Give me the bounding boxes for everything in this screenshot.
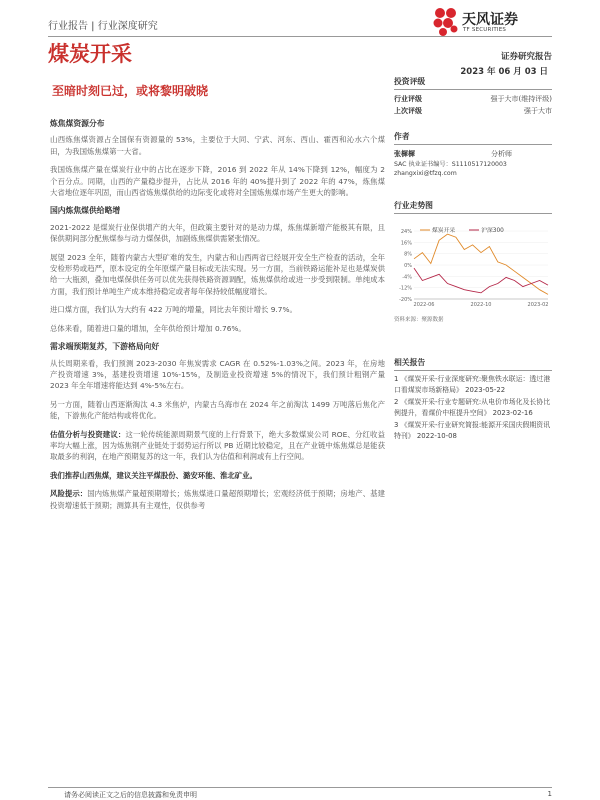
- legend-swatch: [420, 228, 430, 232]
- report-header: [48, 12, 552, 35]
- disclaimer-text: 请务必阅读正文之后的信息披露和免责申明: [64, 791, 197, 799]
- valuation-lead: 估值分析与投资建议：: [50, 429, 126, 439]
- y-tick-label: 8%: [404, 251, 412, 258]
- x-tick-label: 2022-10: [470, 302, 492, 308]
- chart-source: 资料来源：聚源数据: [394, 317, 444, 323]
- recommendation: 我们推荐山西焦煤，建议关注平煤股份、潞安环能、淮北矿业。: [50, 470, 257, 480]
- report-date: 2023 年 06 月 03 日: [460, 67, 548, 77]
- paragraph: 2021-2022 是煤炭行业保供增产的大年，但政策主要针对的是动力煤，炼焦煤新增产能极其有限，且保供期间部分配焦煤参与动力煤保供，加剧炼焦煤供需紧张情况。: [50, 222, 385, 244]
- rating-value: 强于大市(维持评级): [490, 95, 552, 103]
- paragraph: 另一方面，随着山西逐渐淘汰 4.3 米焦炉，内蒙古乌海市在 2024 年之前淘汰 1499 万吨落后焦化产能，下游焦化产能结构或将优化。: [50, 399, 385, 421]
- paragraph: 山西炼焦煤资源占全国保有资源量的 53%，主要位于大同、宁武、河东、西山、霍西和沁水六个煤田，为我国炼焦煤第一大省。: [50, 135, 385, 156]
- risk-text: 国内炼焦煤产量超预期增长；炼焦煤进口量超预期增长；宏观经济低于预期；房地产、基建投资增速低于预期；测算具有主观性，仅供参考: [50, 489, 385, 510]
- rating-label: 行业评级: [394, 95, 422, 103]
- main-content: [50, 112, 385, 518]
- y-tick-label: -12%: [399, 285, 412, 292]
- paragraph: 总体来看，随着进口量的增加，全年供给预计增加 0.76%。: [50, 323, 246, 333]
- section-title: 炼焦煤资源分布: [50, 119, 105, 128]
- y-tick-label: 0%: [404, 263, 412, 269]
- y-tick-label: 16%: [400, 240, 412, 247]
- industry-rating-row: [394, 93, 552, 105]
- related-report-item[interactable]: 3 《煤炭开采-行业研究简报:能源开采国庆假期资讯特刊》 2022-10-08: [394, 421, 551, 440]
- valuation-paragraph: [50, 429, 385, 463]
- author-row: [394, 148, 552, 160]
- legend-swatch: [469, 228, 479, 232]
- previous-rating-label: 上次评级: [394, 107, 422, 115]
- author-role: 分析师: [491, 150, 512, 158]
- trend-title: 行业走势图: [394, 200, 552, 214]
- previous-rating-value: 强于大市: [524, 107, 552, 115]
- x-tick-label: 2023-02: [527, 302, 549, 308]
- rating-title: 投资评级: [394, 76, 552, 90]
- series-line: [414, 268, 548, 293]
- y-tick-label: -20%: [399, 297, 412, 303]
- series-line: [414, 234, 548, 294]
- risk-paragraph: [50, 488, 385, 511]
- header-divider: [48, 36, 552, 37]
- footer-divider: [48, 787, 552, 788]
- trend-chart: [394, 217, 552, 313]
- section-title: 需求端预期复苏，下游格局向好: [50, 342, 160, 352]
- y-tick-label: -4%: [402, 274, 412, 281]
- legend-label: 煤炭开采: [432, 228, 456, 234]
- paragraph: 我国炼焦煤产量在煤炭行业中的占比在逐步下降，2016 到 2022 年从 14%下降到 12%，幅度为 2 个百分点。同期，山西的产量稳步提升，占比从 2016 年的 40%提升到了 2022 年的 47%，炼焦煤大省地位逐年巩固，而山西省炼焦煤供给的边际变化或将对全国炼焦煤市场产生更大的影响。: [50, 165, 385, 198]
- brand-logo: [432, 5, 552, 39]
- related-report-item[interactable]: 1 《煤炭开采-行业深度研究:聚焦铁水联运：透过港口看煤炭市场新格局》 2023-05-22: [394, 375, 551, 394]
- x-tick-label: 2022-06: [413, 302, 435, 308]
- report-subtitle: 至暗时刻已过，或将黎明破晓: [52, 84, 209, 98]
- author-title: 作者: [394, 131, 552, 145]
- author-name: 张樨樨: [394, 150, 415, 158]
- page-title: 煤炭开采: [48, 42, 132, 66]
- logo-text: 天风证券: [462, 12, 518, 28]
- paragraph: 从长周期来看，我们预测 2023-2030 年焦炭需求 CAGR 在 0.52%-1.03%之间。2023 年，在房地产投资增速 3%，基建投资增速 10%-15%，及制造业投资增速 5%的情况下，我们预计粗钢产量 2023 年全年增速将能达到 4%-5%左右。: [50, 358, 385, 391]
- report-type: 证券研究报告: [500, 52, 552, 62]
- related-title: 相关报告: [394, 357, 552, 371]
- section-title: 国内炼焦煤供给略增: [50, 206, 121, 216]
- legend-item-index: [469, 225, 504, 234]
- legend-item-coal: [420, 225, 455, 234]
- chart-legend: [420, 225, 504, 234]
- y-tick-label: 24%: [400, 229, 412, 235]
- author-license: SAC 执业证书编号：S1110517120003: [394, 161, 507, 168]
- page-number: 1: [547, 790, 552, 798]
- paragraph: 展望 2023 全年，随着内蒙古大型矿难的发生，内蒙古和山西两省已经展开安全生产检查的活动，全年安检形势或趋严，原本设定的全年原煤产量目标或无法实现。另一方面，当前铁路运能补足也是煤炭供给一大瓶颈，叠加电煤保供任务可以优先获得铁路资源调配，炼焦煤供给或进一步受到限制。单纯成本方面，我们预计单吨生产成本维持稳定或者每年保持较低幅度增长。: [50, 252, 385, 296]
- report-category: 行业报告 | 行业深度研究: [48, 21, 158, 32]
- previous-rating-row: [394, 105, 552, 117]
- valuation-text: 这一轮传统能源周期景气度的上行背景下，绝大多数煤炭公司 ROE、分红收益率均大幅上涨，因为炼焦钢产业链处于弱势运行所以 PB 近期比较稳定，且在产业链中炼焦煤总是能获取最多的利润，在地产预期复苏的这一年，我们认为估值和利润或有上行空间。: [50, 429, 385, 462]
- logo-icon: [432, 7, 460, 37]
- logo-subtext: TF SECURITIES: [463, 27, 507, 33]
- author-email[interactable]: zhangxixi@tfzq.com: [394, 170, 457, 177]
- legend-label: 沪深300: [481, 228, 504, 234]
- paragraph: 进口煤方面，我们认为大约有 422 万吨的增量，同比去年预计增长 9.7%。: [50, 305, 297, 315]
- risk-lead: 风险提示：: [50, 489, 88, 499]
- related-report-item[interactable]: 2 《煤炭开采-行业专题研究:从电价市场化及长协比例提升，看煤价中枢提升空间》 2023-02-16: [394, 398, 551, 417]
- related-reports-list: [394, 374, 552, 441]
- sidebar: [394, 76, 552, 443]
